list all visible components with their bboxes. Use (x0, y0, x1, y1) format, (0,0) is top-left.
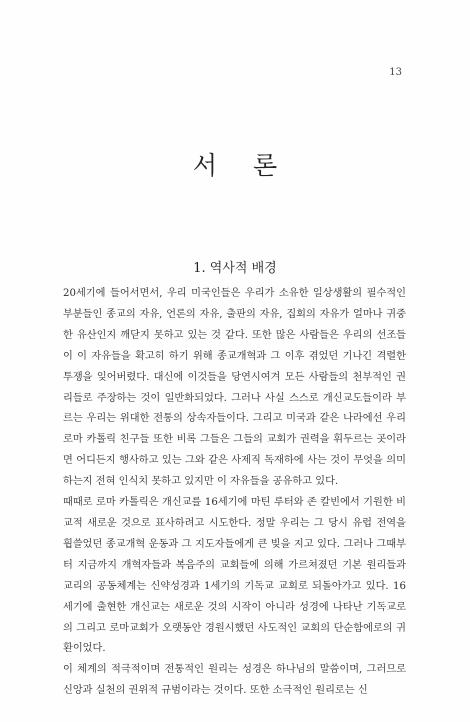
chapter-title: 서 론 (192, 151, 292, 180)
page-number: 13 (389, 67, 402, 78)
paragraph-2: 때때로 로마 카톨릭은 개신교를 16세기에 마틴 루터와 존 칼빈에서 기원한 비교적 새로운 것으로 표사하려고 시도한다. 정말 우리는 그 당시 유럽 전역을 휩쓸었던 종교개혁 운동과 그 지도자들에게 큰 빚을 지고 있다. 그러나 그때부터 지금까지 개혁자들과 복음주의 교회들에 의해 가르쳐졌던 기본 원리들과 교리의 공동체계는 신약성경과 1세기의 기독교 교회로 되돌아가고 있다. 16세기에 출현한 개신교는 새로운 것의 시작이 아니라 성경에 나타난 기독교로의 그리고 로마교회가 오랫동안 경원시했던 사도적인 교회의 단순함에로의 귀환이었다. (63, 497, 406, 655)
body-text (63, 284, 406, 702)
paragraph-1: 20세기에 들어서면서, 우리 미국인들은 우리가 소유한 일상생활의 필수적인 부분들인 종교의 자유, 언론의 자유, 출판의 자유, 집회의 자유가 얼마나 귀중한 유산인지 깨닫지 못하고 있는 것 같다. 또한 많은 사람들은 우리의 선조들이 이 자유들을 확고히 하기 위해 종교개혁과 그 이후 겪었던 기나긴 격렬한 투쟁을 잊어버렸다. 대신에 이것들을 당연시여겨 모든 사람들의 천부적인 권리들로 주장하는 것이 일반화되었다. 그러나 사실 스스로 개신교도들이라 부르는 우리는 위대한 전통의 상속자들이다. 그리고 미국과 같은 나라에선 우리 로마 카톨릭 친구들 또한 비록 그들은 그들의 교회가 권력을 휘두르는 곳이라면 어디든지 행사하고 있는 그와 같은 사제직 독재하에 사는 것이 무엇을 의미하는지 전혀 인식치 못하고 있지만 이 자유들을 공유하고 있다. (63, 288, 406, 488)
section-heading: 1. 역사적 배경 (193, 261, 277, 276)
paragraph-3: 이 체계의 적극적이며 전통적인 원리는 성경은 하나님의 말씀이며, 그러므로 신앙과 실천의 권위적 규범이라는 것이다. 또한 소극적인 원리로는 신 (63, 664, 406, 697)
